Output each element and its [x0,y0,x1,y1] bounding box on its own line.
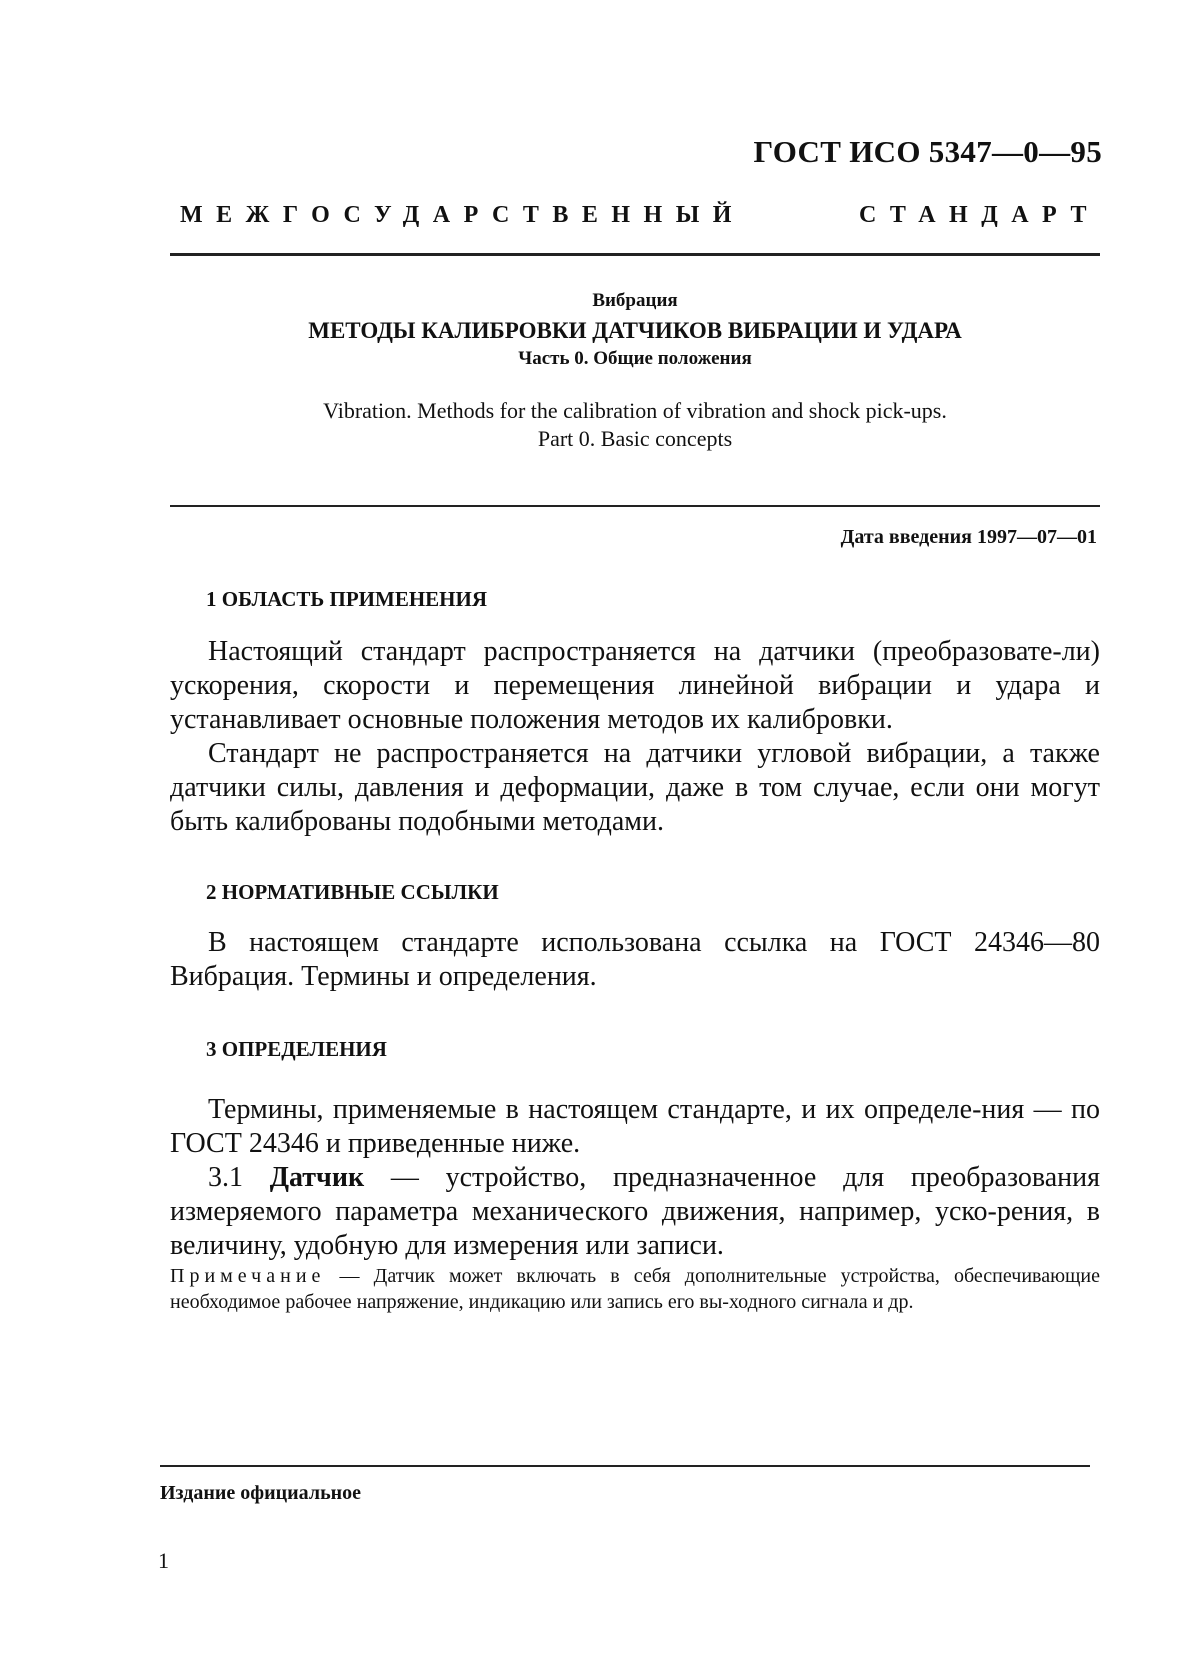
effective-date: Дата введения 1997—07—01 [840,526,1097,548]
definition-text: — устройство, предназначенное для преобразования измеряемого параметра механического движения, например, уско-рения, в величину, удобную для измерения или записи. [170,1162,1101,1261]
title-rule [170,505,1100,507]
footer-rule [160,1465,1090,1467]
note [170,1263,1100,1315]
section-heading: 2 НОРМАТИВНЫЕ ССЫЛКИ [206,880,499,904]
section-heading: 3 ОПРЕДЕЛЕНИЯ [206,1037,387,1061]
title-part: Часть 0. Общие положения [518,348,752,369]
paragraph: Термины, применяемые в настоящем стандарте, и их определе-ния — по ГОСТ 24346 и приведенные ниже. [170,1094,1100,1159]
note-text: — Датчик может включать в себя дополнительные устройства, обеспечивающие необходимое рабочее напряжение, индикацию или запись его вы-ходного сигнала и др. [170,1265,1101,1313]
header-rule [170,253,1100,256]
document-code: ГОСТ ИСО 5347—0—95 [753,134,1102,169]
page-number: 1 [158,1548,169,1573]
title-main: МЕТОДЫ КАЛИБРОВКИ ДАТЧИКОВ ВИБРАЦИИ И УДАРА [308,318,962,343]
edition-label: Издание официальное [160,1482,362,1504]
note-label: Примечание [170,1265,326,1287]
definition-term: Датчик [269,1162,365,1193]
paragraph: Стандарт не распространяется на датчики угловой вибрации, а также датчики силы, давления и деформации, даже в том случае, если они могут быть калиброваны подобными методами. [170,738,1100,837]
definition-number: 3.1 [208,1162,243,1193]
paragraph: Настоящий стандарт распространяется на датчики (преобразовате-ли) ускорения, скорости и перемещения линейной вибрации и удара и устанавливает основные положения методов их калибровки. [170,636,1100,735]
english-title-line2: Part 0. Basic concepts [537,426,733,451]
interstate-word: МЕЖГОСУДАРСТВЕННЫЙ [180,202,745,228]
paragraph: В настоящем стандарте использована ссылка на ГОСТ 24346—80 Вибрация. Термины и определения. [170,927,1100,992]
english-title-line1: Vibration. Methods for the calibration of vibration and shock pick-ups. [323,398,947,423]
interstate-standard-label [180,202,1100,229]
title-subject: Вибрация [592,290,678,311]
section-heading: 1 ОБЛАСТЬ ПРИМЕНЕНИЯ [206,587,488,611]
definition-paragraph [170,1161,1100,1263]
standard-word: СТАНДАРТ [859,202,1100,228]
